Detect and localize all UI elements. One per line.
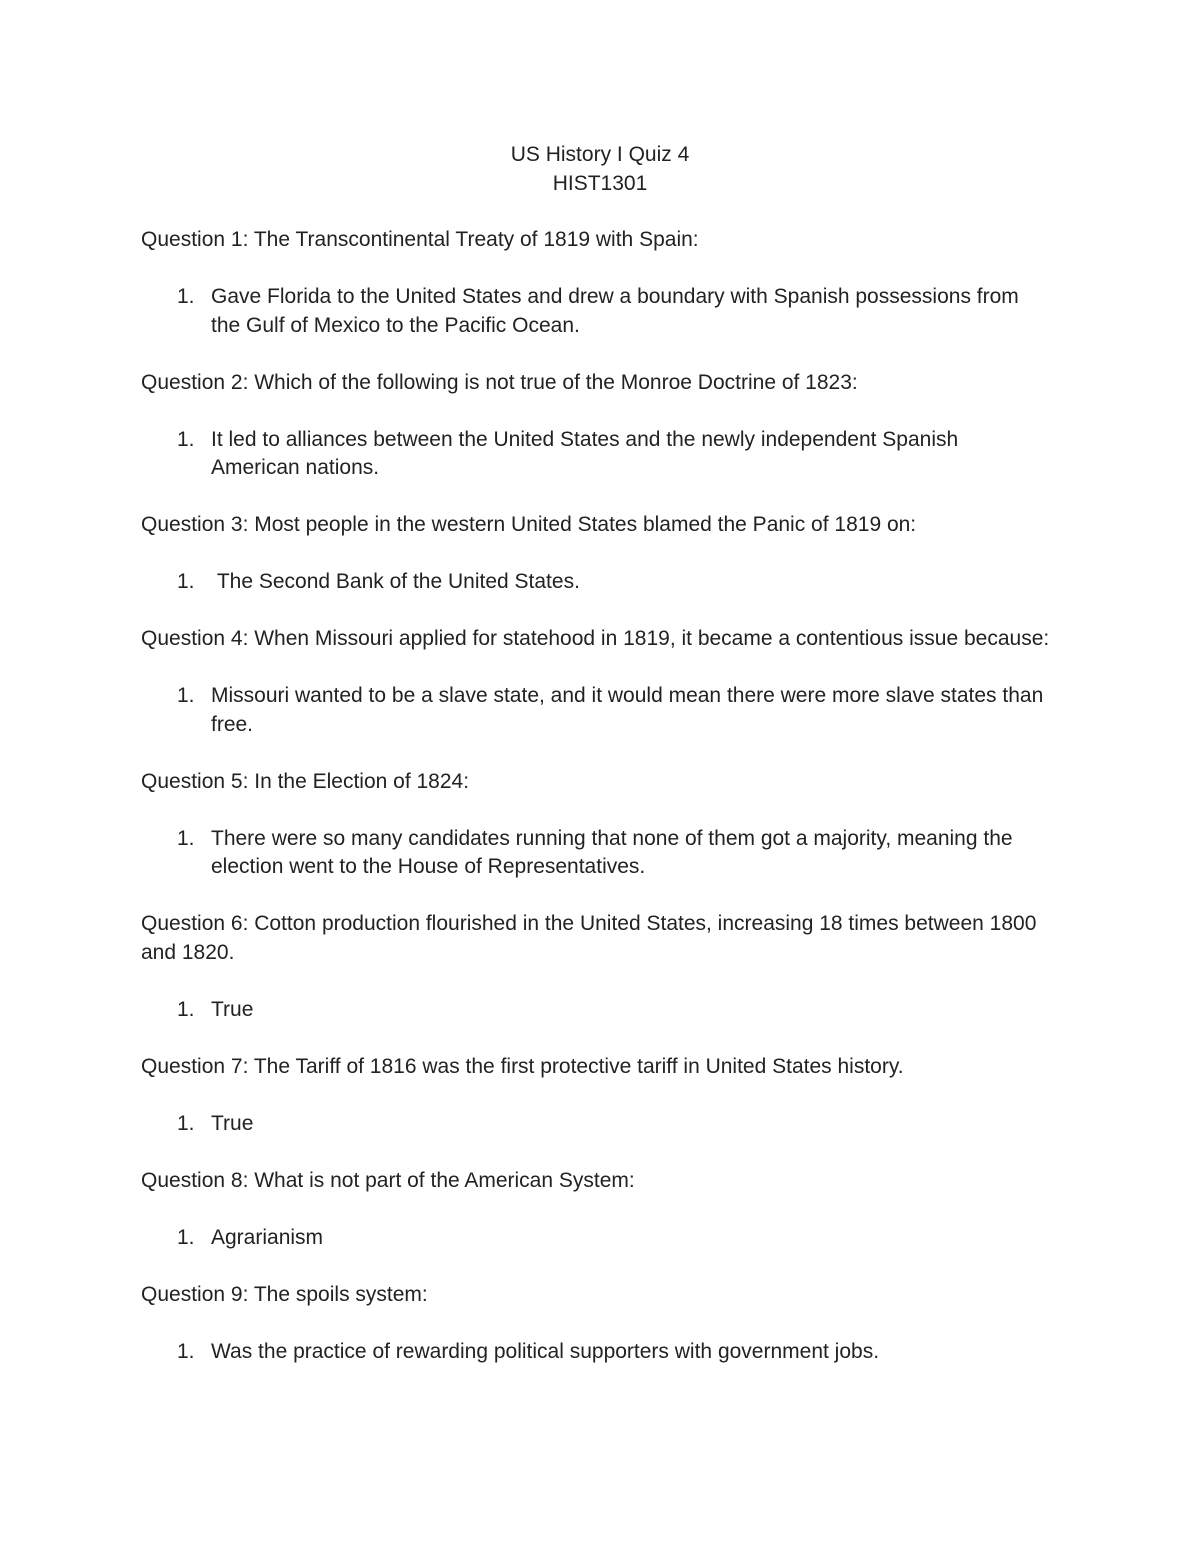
question-block-7: [141, 1053, 1051, 1139]
answer-text: Was the practice of rewarding political supporters with government jobs.: [211, 1339, 880, 1363]
question-prompt: Question 7: The Tariff of 1816 was the first protective tariff in United States history.: [141, 1054, 904, 1078]
answer-number: 1.: [177, 1339, 195, 1363]
answer-number: 1.: [177, 997, 195, 1021]
question-prompt: Question 3: Most people in the western United States blamed the Panic of 1819 on:: [141, 513, 917, 536]
answer-item: [141, 426, 1051, 483]
answer-text: There were so many candidates running that none of them got a majority, meaning the election went to the House of Representatives.: [211, 826, 1013, 878]
answer-text: True: [211, 1111, 254, 1135]
answer-item: [141, 996, 1051, 1025]
answer-item: [141, 825, 1051, 882]
answer-number: 1.: [177, 1111, 195, 1135]
answer-item: [141, 682, 1051, 739]
answer-number: 1.: [177, 684, 195, 707]
question-list: [141, 226, 1051, 1395]
answer-number: 1.: [177, 826, 195, 850]
answer-item: [141, 1110, 1051, 1139]
question-prompt: Question 8: What is not part of the American System:: [141, 1168, 635, 1192]
question-block-4: [141, 625, 1051, 739]
answer-list: [141, 1224, 1051, 1253]
question-block-2: [141, 369, 1051, 483]
question-prompt: Question 9: The spoils system:: [141, 1282, 428, 1306]
answer-text: Agrarianism: [211, 1225, 324, 1249]
answer-list: [141, 1338, 1051, 1367]
question-block-9: [141, 1281, 1051, 1367]
question-prompt: Question 1: The Transcontinental Treaty of 1819 with Spain:: [141, 228, 699, 251]
answer-list: [141, 996, 1051, 1025]
answer-number: 1.: [177, 427, 195, 451]
answer-item: [141, 1224, 1051, 1253]
question-block-5: [141, 768, 1051, 882]
course-code: HIST1301: [552, 172, 648, 195]
answer-list: [141, 1110, 1051, 1139]
answer-list: [141, 682, 1051, 739]
title-block: [0, 140, 1200, 198]
answer-text: It led to alliances between the United States and the newly independent Spanish American nations.: [211, 427, 959, 479]
answer-text: Missouri wanted to be a slave state, and it would mean there were more slave states than free.: [211, 684, 1044, 736]
answer-item: [141, 283, 1051, 340]
answer-text: The Second Bank of the United States.: [211, 570, 580, 593]
answer-number: 1.: [177, 570, 195, 593]
question-prompt: Question 2: Which of the following is not true of the Monroe Doctrine of 1823:: [141, 370, 858, 394]
question-block-6: [141, 910, 1051, 1024]
question-prompt: Question 5: In the Election of 1824:: [141, 769, 470, 793]
answer-text: True: [211, 997, 254, 1021]
answer-number: 1.: [177, 1225, 195, 1249]
document-title: US History I Quiz 4: [510, 143, 690, 166]
question-prompt: Question 4: When Missouri applied for statehood in 1819, it became a contentious issue because:: [141, 627, 1050, 650]
answer-list: [141, 426, 1051, 483]
answer-list: [141, 825, 1051, 882]
answer-list: [141, 283, 1051, 340]
answer-item: [141, 568, 1051, 597]
answer-text: Gave Florida to the United States and drew a boundary with Spanish possessions from the Gulf of Mexico to the Pacific Ocean.: [211, 285, 1019, 337]
answer-list: [141, 568, 1051, 597]
question-prompt: Question 6: Cotton production flourished in the United States, increasing 18 times between 1800 and 1820.: [141, 912, 1037, 964]
answer-number: 1.: [177, 285, 195, 308]
question-block-3: [141, 511, 1051, 597]
question-block-8: [141, 1167, 1051, 1253]
question-block-1: [141, 226, 1051, 340]
answer-item: [141, 1338, 1051, 1367]
